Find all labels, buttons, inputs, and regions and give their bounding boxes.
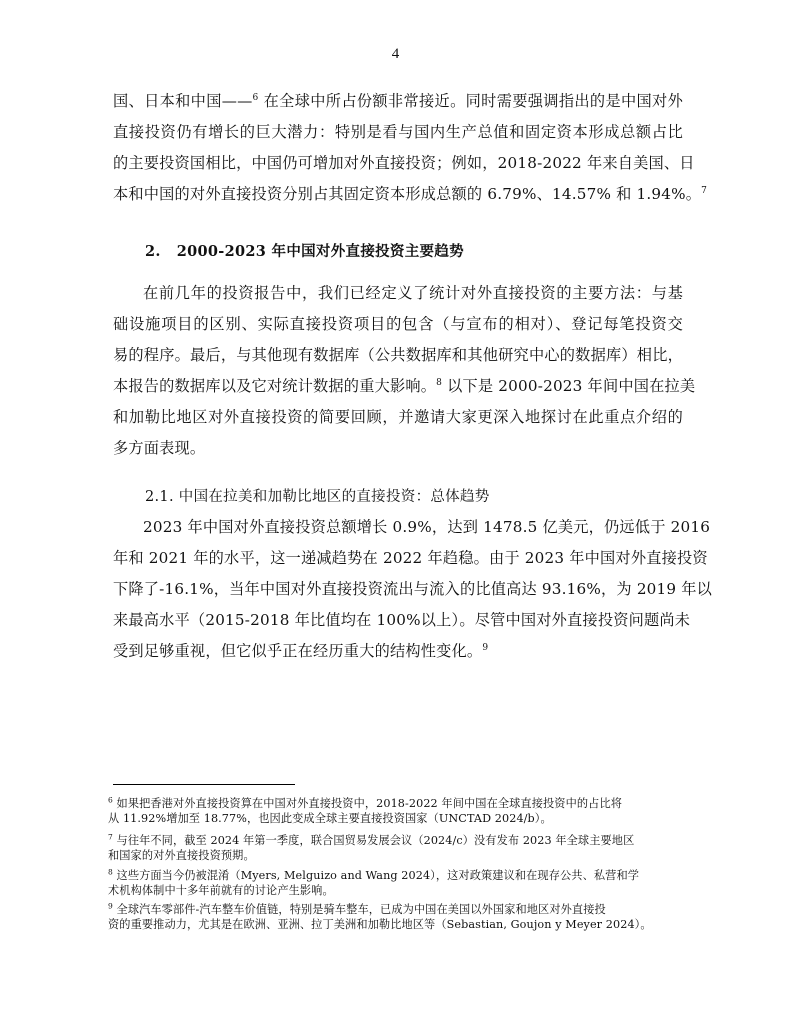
footnote-ref-8[interactable]: 8 bbox=[436, 377, 443, 388]
section-heading bbox=[145, 240, 464, 261]
text-line: 来最高水平（2015-2018 年比值均在 100%以上）。尽管中国对外直接投资问题尚未 bbox=[113, 611, 691, 629]
text-line: 本报告的数据库以及它对统计数据的重大影响。$^8$ 以下是 2000-2023 年间中国在拉美 bbox=[113, 377, 696, 395]
paragraph-continuation bbox=[113, 86, 708, 210]
text-line: 下降了-16.1%，当年中国对外直接投资流出与流入的比值高达 93.16%，为 2019 年以 bbox=[113, 580, 713, 598]
subsection-heading: 2.1. 中国在拉美和加勒比地区的直接投资：总体趋势 bbox=[145, 489, 490, 505]
footnote-7: $^7$ 与往年不同，截至 2024 年第一季度，联合国贸易发展会议（2024/c）没有发布 2023 年全球主要地区 和国家的对外直接投资预期。 bbox=[108, 832, 635, 862]
paragraph-trends bbox=[113, 512, 713, 667]
footnote-ref-9[interactable]: 9 bbox=[482, 642, 489, 653]
text-line: 直接投资仍有增长的巨大潜力：特别是看与国内生产总值和固定资本形成总额占比 bbox=[113, 123, 683, 141]
text-line: 易的程序。最后，与其他现有数据库（公共数据库和其他研究中心的数据库）相比， bbox=[113, 346, 683, 364]
footnote-separator bbox=[113, 784, 295, 785]
footnote-marker: 7 bbox=[108, 832, 113, 842]
text-line: 本和中国的对外直接投资分别占其固定资本形成总额的 6.79%、14.57% 和 1.94%。$^7$ bbox=[113, 185, 708, 203]
footnote-marker: 9 bbox=[108, 901, 113, 911]
text-line: 多方面表现。 bbox=[113, 439, 206, 457]
footnote-marker: 6 bbox=[108, 795, 113, 805]
section-number: 2. bbox=[145, 243, 161, 260]
footnote-9: $^9$ 全球汽车零部件-汽车整车价值链，特别是骑车整车，已成为中国在美国以外国家和地区对外直接投 资的重要推动力，尤其是在欧洲、亚洲、拉丁美洲和加勒比地区等（Sebastian, Goujon y Meyer 2024）。 bbox=[108, 901, 652, 931]
text-line: 在前几年的投资报告中，我们已经定义了统计对外直接投资的主要方法：与基 bbox=[143, 284, 683, 302]
text-line: 的主要投资国相比，中国仍可增加对外直接投资；例如，2018-2022 年来自美国、日 bbox=[113, 154, 695, 172]
paragraph-methods bbox=[113, 278, 696, 464]
footnote-6: $^6$ 如果把香港对外直接投资算在中国对外直接投资中，2018-2022 年间中国在全球直接投资中的占比将 从 11.92%增加至 18.77%，也因此变成全球主要直接投资国家（UNCTAD 2024/b）。 bbox=[108, 795, 623, 825]
text-line: 受到足够重视，但它似乎正在经历重大的结构性变化。$^9$ bbox=[113, 642, 489, 660]
text-line: 础设施项目的区别、实际直接投资项目的包含（与宣布的相对）、登记每笔投资交 bbox=[113, 315, 683, 333]
text-line: 年和 2021 年的水平，这一递减趋势在 2022 年趋稳。由于 2023 年中国对外直接投资 bbox=[113, 549, 708, 567]
footnote-ref-7[interactable]: 7 bbox=[701, 185, 708, 196]
footnote-8: $^8$ 这些方面当今仍被混淆（Myers, Melguizo and Wang 2024），这对政策建议和在现存公共、私营和学 术机构体制中十多年前就有的讨论产生影响。 bbox=[108, 867, 640, 897]
footnote-marker: 8 bbox=[108, 867, 113, 877]
page-number: 4 bbox=[391, 46, 400, 62]
text-line: 国、日本和中国——$^6$ 在全球中所占份额非常接近。同时需要强调指出的是中国对外 bbox=[113, 92, 683, 110]
text-line: 2023 年中国对外直接投资总额增长 0.9%，达到 1478.5 亿美元，仍远低于 2016 bbox=[143, 518, 711, 536]
text-line: 和加勒比地区对外直接投资的简要回顾，并邀请大家更深入地探讨在此重点介绍的 bbox=[113, 408, 683, 426]
footnote-ref-6[interactable]: 6 bbox=[252, 92, 259, 103]
section-title: 2000-2023 年中国对外直接投资主要趋势 bbox=[176, 243, 464, 260]
